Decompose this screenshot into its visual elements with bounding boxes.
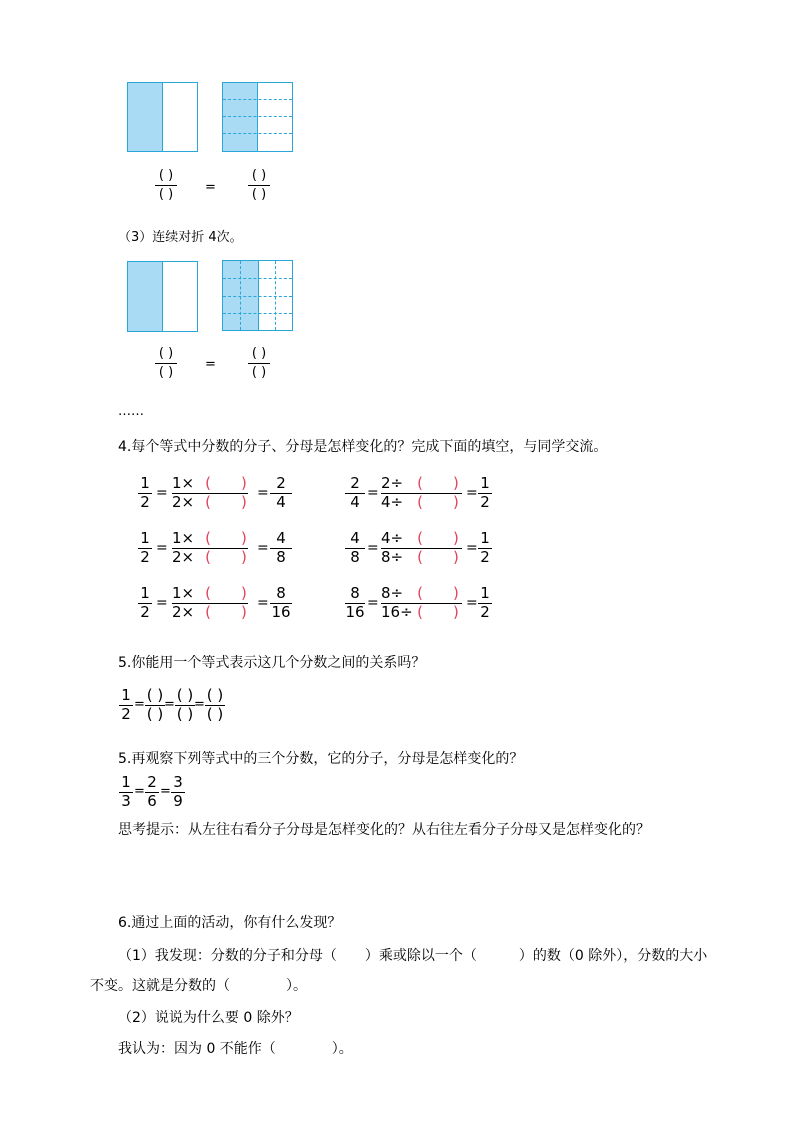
- mul-blank-numerator[interactable]: ( ): [205, 529, 247, 547]
- equals-sign: =: [257, 595, 269, 611]
- equals-sign: =: [466, 540, 478, 556]
- section5a-title: 5.你能用一个等式表示这几个分数之间的关系吗？: [118, 655, 426, 671]
- equals-sign: =: [156, 595, 168, 611]
- chain-blank-denominator[interactable]: ( ): [176, 705, 194, 723]
- grid-shaded-rectangle: [222, 260, 293, 331]
- div-left-fraction-numerator: 2: [350, 474, 360, 492]
- mul-left-fraction-denominator: 2: [140, 493, 150, 511]
- equals-sign: =: [156, 540, 168, 556]
- mul-blank-denominator[interactable]: ( ): [205, 493, 247, 511]
- equals-sign: =: [466, 595, 478, 611]
- chain-blank-denominator[interactable]: ( ): [206, 705, 224, 723]
- section4-title: 4.每个等式中分数的分子、分母是怎样变化的？完成下面的填空，与同学交流。: [118, 439, 608, 455]
- equals-sign: =: [367, 540, 379, 556]
- mul-blank-numerator[interactable]: ( ): [205, 474, 247, 492]
- div-left-fraction-denominator: 16: [345, 603, 365, 621]
- chain-blank-numerator[interactable]: ( ): [176, 686, 194, 704]
- div-mid-denominator-factor: 8÷: [381, 548, 404, 566]
- equals-sign: =: [367, 485, 379, 501]
- mul-mid-numerator-factor: 1×: [172, 584, 195, 602]
- equals-sign: =: [257, 485, 269, 501]
- equals-sign: =: [160, 784, 171, 799]
- div-right-fraction-denominator: 2: [480, 548, 490, 566]
- div-left-fraction-denominator: 8: [350, 548, 360, 566]
- section5b-title: 5.再观察下列等式中的三个分数，它的分子，分母是怎样变化的？: [118, 751, 524, 767]
- equals-sign: =: [466, 485, 478, 501]
- mul-mid-denominator-factor: 2×: [172, 493, 195, 511]
- example-fraction-denominator: 3: [121, 792, 131, 810]
- blank-fraction-right[interactable]: [246, 346, 272, 381]
- chain-blank-denominator[interactable]: ( ): [146, 705, 164, 723]
- div-blank-numerator[interactable]: ( ): [417, 529, 459, 547]
- mul-left-fraction-numerator: 1: [140, 584, 150, 602]
- blank-numerator[interactable]: ( ): [158, 346, 174, 361]
- example-fraction-denominator: 9: [173, 792, 183, 810]
- blank-denominator[interactable]: ( ): [251, 365, 267, 380]
- mul-blank-denominator[interactable]: ( ): [205, 548, 247, 566]
- div-blank-numerator[interactable]: ( ): [417, 474, 459, 492]
- div-left-fraction-numerator: 4: [350, 529, 360, 547]
- mul-left-fraction-numerator: 1: [140, 474, 150, 492]
- equals-sign: =: [367, 595, 379, 611]
- mul-right-fraction-denominator: 4: [276, 493, 286, 511]
- div-blank-denominator[interactable]: ( ): [417, 603, 459, 621]
- mul-left-fraction-numerator: 1: [140, 529, 150, 547]
- mul-right-fraction-numerator: 4: [276, 529, 286, 547]
- example-fraction-numerator: 3: [173, 773, 183, 791]
- blank-fraction-left[interactable]: [153, 346, 179, 381]
- mul-blank-numerator[interactable]: ( ): [205, 584, 247, 602]
- mul-mid-denominator-factor: 2×: [172, 548, 195, 566]
- question-line: （2）说说为什么要 0 除外？: [118, 1010, 299, 1026]
- example-fraction-numerator: 1: [121, 773, 131, 791]
- div-right-fraction-numerator: 1: [480, 584, 490, 602]
- mul-blank-denominator[interactable]: ( ): [205, 603, 247, 621]
- ellipsis: ……: [118, 404, 144, 419]
- equals-sign: =: [205, 180, 216, 195]
- equals-sign: =: [164, 697, 175, 712]
- div-left-fraction-numerator: 8: [350, 584, 360, 602]
- answer-line: 我认为：因为 0 不能作（ ）。: [118, 1041, 353, 1057]
- discovery-line-2: 不变。这就是分数的（ ）。: [90, 978, 307, 994]
- equals-sign: =: [134, 697, 145, 712]
- item3-label: （3）连续对折 4次。: [118, 230, 243, 245]
- mul-right-fraction-numerator: 2: [276, 474, 286, 492]
- mul-left-fraction-denominator: 2: [140, 548, 150, 566]
- example-fraction-numerator: 2: [147, 773, 157, 791]
- div-mid-numerator-factor: 2÷: [381, 474, 404, 492]
- mul-right-fraction-denominator: 16: [271, 603, 291, 621]
- blank-numerator[interactable]: ( ): [251, 168, 267, 183]
- mul-mid-numerator-factor: 1×: [172, 529, 195, 547]
- div-mid-numerator-factor: 4÷: [381, 529, 404, 547]
- div-left-fraction-denominator: 4: [350, 493, 360, 511]
- blank-numerator[interactable]: ( ): [251, 346, 267, 361]
- blank-fraction-left[interactable]: [153, 168, 179, 203]
- equals-sign: =: [134, 784, 145, 799]
- mul-mid-numerator-factor: 1×: [172, 474, 195, 492]
- div-blank-numerator[interactable]: ( ): [417, 584, 459, 602]
- div-mid-denominator-factor: 4÷: [381, 493, 404, 511]
- section6-title: 6.通过上面的活动，你有什么发现？: [118, 915, 342, 931]
- example-fraction-denominator: 6: [147, 792, 157, 810]
- div-right-fraction-numerator: 1: [480, 474, 490, 492]
- half-shaded-rectangle: [127, 261, 198, 332]
- mul-right-fraction-denominator: 8: [276, 548, 286, 566]
- div-blank-denominator[interactable]: ( ): [417, 493, 459, 511]
- equals-sign: =: [205, 357, 216, 372]
- div-right-fraction-denominator: 2: [480, 493, 490, 511]
- chain-first-fraction-denominator: 2: [121, 705, 131, 723]
- discovery-line-1: （1）我发现：分数的分子和分母（ ）乘或除以一个（ ）的数（0 除外），分数的大小: [118, 948, 708, 964]
- div-right-fraction-denominator: 2: [480, 603, 490, 621]
- div-mid-denominator-factor: 16÷: [381, 603, 413, 621]
- blank-denominator[interactable]: ( ): [158, 187, 174, 202]
- chain-blank-numerator[interactable]: ( ): [146, 686, 164, 704]
- equals-sign: =: [257, 540, 269, 556]
- div-mid-numerator-factor: 8÷: [381, 584, 404, 602]
- half-shaded-rectangle: [127, 82, 198, 152]
- thinking-hint: 思考提示：从左往右看分子分母是怎样变化的？从右往左看分子分母又是怎样变化的？: [118, 822, 650, 838]
- mul-left-fraction-denominator: 2: [140, 603, 150, 621]
- div-blank-denominator[interactable]: ( ): [417, 548, 459, 566]
- blank-denominator[interactable]: ( ): [251, 187, 267, 202]
- blank-denominator[interactable]: ( ): [158, 365, 174, 380]
- chain-blank-numerator[interactable]: ( ): [206, 686, 224, 704]
- folded-shaded-rectangle: [222, 82, 293, 152]
- chain-first-fraction-numerator: 1: [121, 686, 131, 704]
- equals-sign: =: [194, 697, 205, 712]
- mul-right-fraction-numerator: 8: [276, 584, 286, 602]
- mul-mid-denominator-factor: 2×: [172, 603, 195, 621]
- equals-sign: =: [156, 485, 168, 501]
- div-right-fraction-numerator: 1: [480, 529, 490, 547]
- blank-numerator[interactable]: ( ): [158, 168, 174, 183]
- blank-fraction-right[interactable]: [246, 168, 272, 203]
